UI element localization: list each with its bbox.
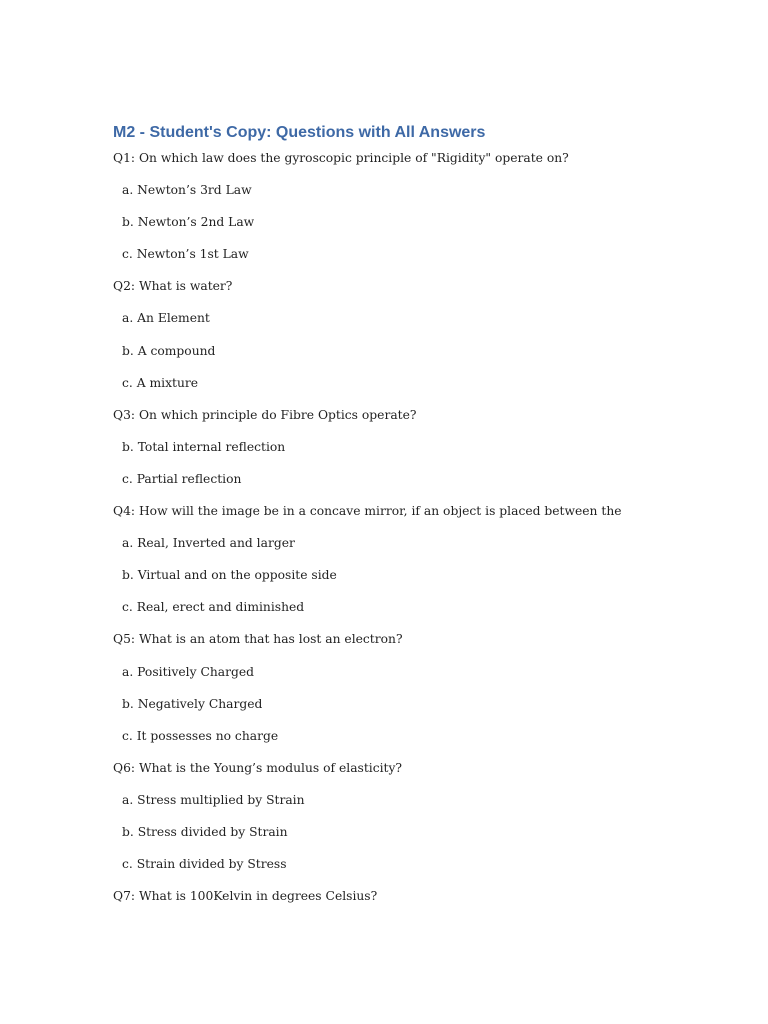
question-4-option-c: c. Real, erect and diminished xyxy=(122,600,305,615)
question-4-option-b: b. Virtual and on the opposite side xyxy=(122,568,337,583)
question-1-option-c: c. Newton’s 1st Law xyxy=(122,247,249,262)
question-2-option-b: b. A compound xyxy=(122,343,216,358)
question-3-option-c: c. Partial reflection xyxy=(122,471,242,486)
question-2-option-c: c. A mixture xyxy=(122,375,199,390)
document-title: M2 - Student's Copy: Questions with All Answers xyxy=(113,124,486,141)
question-1-option-a: a. Newton’s 3rd Law xyxy=(122,183,252,198)
question-3-text: Q3: On which principle do Fibre Optics operate? xyxy=(113,407,417,422)
question-5-text: Q5: What is an atom that has lost an electron? xyxy=(113,632,403,647)
question-4-option-a: a. Real, Inverted and larger xyxy=(122,536,295,551)
question-1-option-b: b. Newton’s 2nd Law xyxy=(122,215,255,230)
question-6-option-c: c. Strain divided by Stress xyxy=(122,857,287,872)
question-4-text: Q4: How will the image be in a concave mirror, if an object is placed between the xyxy=(113,504,622,519)
question-6-option-a: a. Stress multiplied by Strain xyxy=(122,792,305,807)
question-7-text: Q7: What is 100Kelvin in degrees Celsius? xyxy=(113,889,378,904)
question-1-text: Q1: On which law does the gyroscopic principle of "Rigidity" operate on? xyxy=(113,151,569,165)
question-6-option-b: b. Stress divided by Strain xyxy=(122,824,288,839)
question-2-option-a: a. An Element xyxy=(122,311,210,326)
question-5-option-c: c. It possesses no charge xyxy=(122,728,279,743)
question-6-text: Q6: What is the Young’s modulus of elasticity? xyxy=(113,760,403,775)
question-5-option-a: a. Positively Charged xyxy=(122,664,255,679)
question-3-option-b: b. Total internal reflection xyxy=(122,439,286,454)
question-list xyxy=(113,148,733,918)
question-2-text: Q2: What is water? xyxy=(113,279,233,294)
question-5-option-b: b. Negatively Charged xyxy=(122,696,263,711)
